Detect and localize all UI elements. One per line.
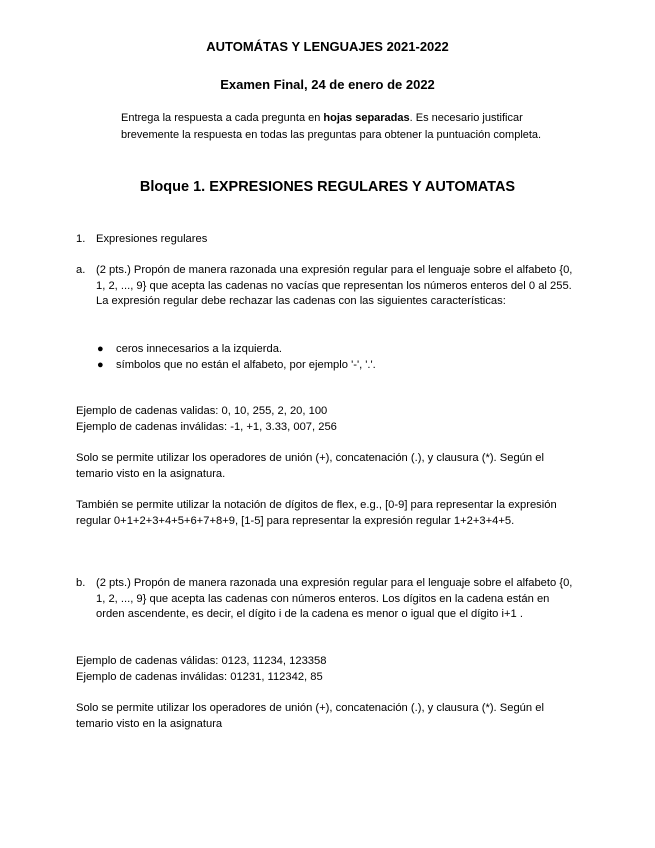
part-a-invalid-examples: Ejemplo de cadenas inválidas: -1, +1, 3.33, 007, 256 bbox=[76, 421, 337, 433]
part-a-operators-note: Solo se permite utilizar los operadores de unión (+), concatenación (.), y clausura (*). Según el temario visto en la asignatura. bbox=[76, 452, 544, 480]
instructions-text-2: . Es necesario justificar brevemente la respuesta en todas las preguntas para obtener la puntuación completa. bbox=[121, 112, 542, 141]
part-a-flex-note: También se permite utilizar la notación de dígitos de flex, e.g., [0-9] para representar la expresión regular 0+1+2+3+4+5+6+7+8+9, [1-5] para representar la expresión regular 1+2+3+4+5. bbox=[76, 499, 557, 527]
exam-date-title: Examen Final, 24 de enero de 2022 bbox=[220, 77, 435, 92]
course-title: AUTOMÁTAS Y LENGUAJES 2021-2022 bbox=[206, 39, 449, 54]
part-b-statement: (2 pts.) Propón de manera razonada una expresión regular para el lenguaje sobre el alfabeto {0, 1, 2, ..., 9} que acepta las cadenas con números enteros. Los dígitos en la cadena están en orden ascendente, es decir, el dígito i de la cadena es menor o igual que el dígito i+1 . bbox=[96, 577, 573, 620]
section-number: 1. bbox=[76, 233, 86, 245]
instructions-bold: hojas separadas bbox=[323, 112, 410, 124]
section-title: Expresiones regulares bbox=[96, 233, 208, 245]
part-b-valid-examples: Ejemplo de cadenas válidas: 0123, 11234, 123358 bbox=[76, 655, 327, 667]
instructions-text-1: Entrega la respuesta a cada pregunta en bbox=[121, 112, 324, 124]
bullet-icon: ● bbox=[97, 343, 104, 355]
part-a-bullet: ceros innecesarios a la izquierda. bbox=[116, 343, 283, 355]
part-a-statement: (2 pts.) Propón de manera razonada una expresión regular para el lenguaje sobre el alfabeto {0, 1, 2, ..., 9} que acepta las cadenas no vacías que representan los números enteros del 0 al 255. La expresión regular debe rechazar las cadenas con las siguientes características: bbox=[96, 264, 573, 307]
part-b-operators-note: Solo se permite utilizar los operadores de unión (+), concatenación (.), y clausura (*). Según el temario visto en la asignatura bbox=[76, 702, 544, 730]
part-b-invalid-examples: Ejemplo de cadenas inválidas: 01231, 112342, 85 bbox=[76, 671, 323, 683]
instructions bbox=[121, 110, 551, 144]
part-a-bullet: símbolos que no están el alfabeto, por ejemplo '-', '.'. bbox=[116, 359, 376, 371]
bullet-icon: ● bbox=[97, 359, 104, 371]
part-a-marker: a. bbox=[76, 264, 86, 276]
part-b-marker: b. bbox=[76, 577, 86, 589]
part-a-valid-examples: Ejemplo de cadenas validas: 0, 10, 255, 2, 20, 100 bbox=[76, 405, 328, 417]
block-title: Bloque 1. EXPRESIONES REGULARES Y AUTOMATAS bbox=[139, 179, 516, 195]
